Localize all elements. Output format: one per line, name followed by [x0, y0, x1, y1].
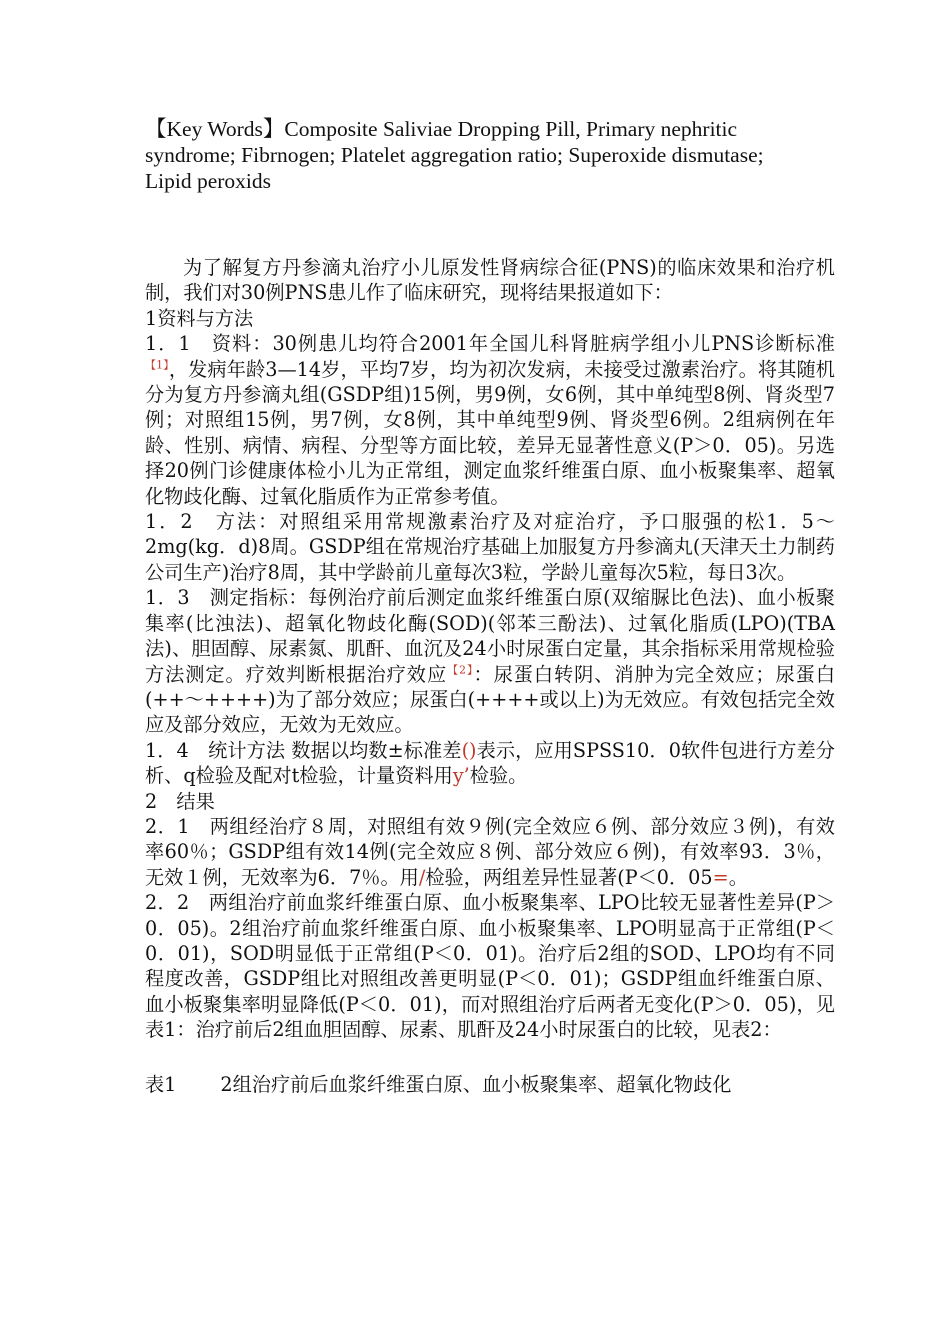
paragraph-1-1 [145, 331, 835, 509]
table-1-label: 表1 [145, 1072, 177, 1096]
paragraph-1-3-text-b: ：尿蛋白转阴、消肿为完全效应；尿蛋白(++～++++)为了部分效应；尿蛋白(++++或以上)为无效应。有效包括完全效应及部分效应，无效为无效应。 [145, 662, 836, 737]
body-text [145, 255, 835, 1043]
paragraph-1-4-text-c: 检验。 [469, 764, 528, 788]
section-heading-2: 2 结果 [145, 789, 215, 813]
document-page [145, 116, 835, 1097]
reference-mark-1: 【1】 [145, 358, 169, 372]
paragraph-1-3 [145, 585, 835, 737]
paragraph-1-4 [145, 738, 835, 789]
paragraph-2-1-text-b: 检验，两组差异性显著(P＜0．05 [425, 865, 713, 889]
intro-paragraph: 为了解复方丹参滴丸治疗小儿原发性肾病综合征(PNS)的临床效果和治疗机制，我们对30例PNS患儿作了临床研究，现将结果报道如下： [145, 256, 835, 305]
reference-mark-2: 【2】 [447, 663, 474, 677]
paragraph-2-2: 2．2 两组治疗前血浆纤维蛋白原、血小板聚集率、LPO比较无显著性差异(P＞0．05)。2组治疗前血浆纤维蛋白原、血小板聚集率、LPO明显高于正常组(P＜0．01)，SOD明显低于正常组(P＜0．01)。治疗后2组的SOD、LPO均有不同程度改善，GSDP组比对照组改善更明显(P＜0．01)；GSDP组血纤维蛋白原、血小板聚集率明显降低(P＜0．01)，而对照组治疗后两者无变化(P＞0．05)，见表1：治疗前后2组血胆固醇、尿素、肌酐及24小时尿蛋白的比较，见表2： [145, 891, 835, 1042]
paragraph-2-1-text-a: 2．1 两组经治疗８周，对照组有效９例(完全效应６例、部分效应３例)，有效率60％；GSDP组有效14例(完全效应８例、部分效应６例)，有效率93．3％，无效１例，无效率为6．7％。用 [145, 814, 835, 889]
paragraph-1-1-text-b: ，发病年龄3—14岁，平均7岁，均为初次发病，未接受过激素治疗。将其随机分为复方丹参滴丸组(GSDP组)15例，男9例，女6例，其中单纯型8例、肾炎型7例；对照组15例，男7例，女8例，其中单纯型9例、肾炎型6例。2组病例在年龄、性别、病情、病程、分型等方面比较，差异无显著性意义(P＞0．05)。另选择20例门诊健康体检小儿为正常组，测定血浆纤维蛋白原、血小板聚集率、超氧化物歧化酶、过氧化脂质作为正常参考值。 [145, 357, 835, 508]
paragraph-1-3-text-a: 1．3 测定指标：每例治疗前后测定血浆纤维蛋白原(双缩脲比色法)、血小板聚集率(比浊法)、超氧化物歧化酶(SOD)(邻苯三酚法)、过氧化脂质(LPO)(TBA法)、胆固醇、尿素氮、肌酐、血沉及24小时尿蛋白定量，其余指标采用常规检验方法测定。疗效判断根据治疗效应 [145, 586, 835, 686]
symbol-placeholder-4: = [712, 865, 729, 889]
section-heading-1: 1资料与方法 [145, 306, 254, 330]
keywords-label: 【Key Words】 [145, 117, 285, 141]
table-1-caption [145, 1072, 835, 1097]
symbol-placeholder-2: y’ [452, 764, 470, 788]
paragraph-2-1 [145, 814, 835, 890]
paragraph-1-2: 1．2 方法：对照组采用常规激素治疗及对症治疗，予口服强的松1．5～2mg(kg．d)8周。GSDP组在常规治疗基础上加服复方丹参滴丸(天津天土力制药公司生产)治疗8周，其中学龄前儿童每次3粒，学龄儿童每次5粒，每日3次。 [145, 510, 835, 584]
paragraph-2-1-text-c: 。 [728, 865, 748, 889]
paragraph-1-4-text-a: 1．4 统计方法 数据以均数±标准差 [145, 738, 462, 762]
paragraph-1-4-text-b: 表示，应用SPSS10．0软件包进行方差分析、q检验及配对t检验，计量资料用 [145, 738, 835, 788]
symbol-placeholder-1: () [461, 738, 477, 762]
table-1-title: 2组治疗前后血浆纤维蛋白原、血小板聚集率、超氧化物歧化 [220, 1072, 732, 1096]
keywords-paragraph [145, 116, 795, 194]
paragraph-1-1-text-a: 1．1 资料：30例患儿均符合2001年全国儿科肾脏病学组小儿PNS诊断标准 [145, 332, 835, 356]
symbol-placeholder-3: / [418, 865, 426, 889]
keywords-text: Composite Saliviae Dropping Pill, Primary nephritic syndrome; Fibrnogen; Platelet aggregation ratio; Superoxide dismutase; Lipid peroxids [145, 117, 764, 193]
